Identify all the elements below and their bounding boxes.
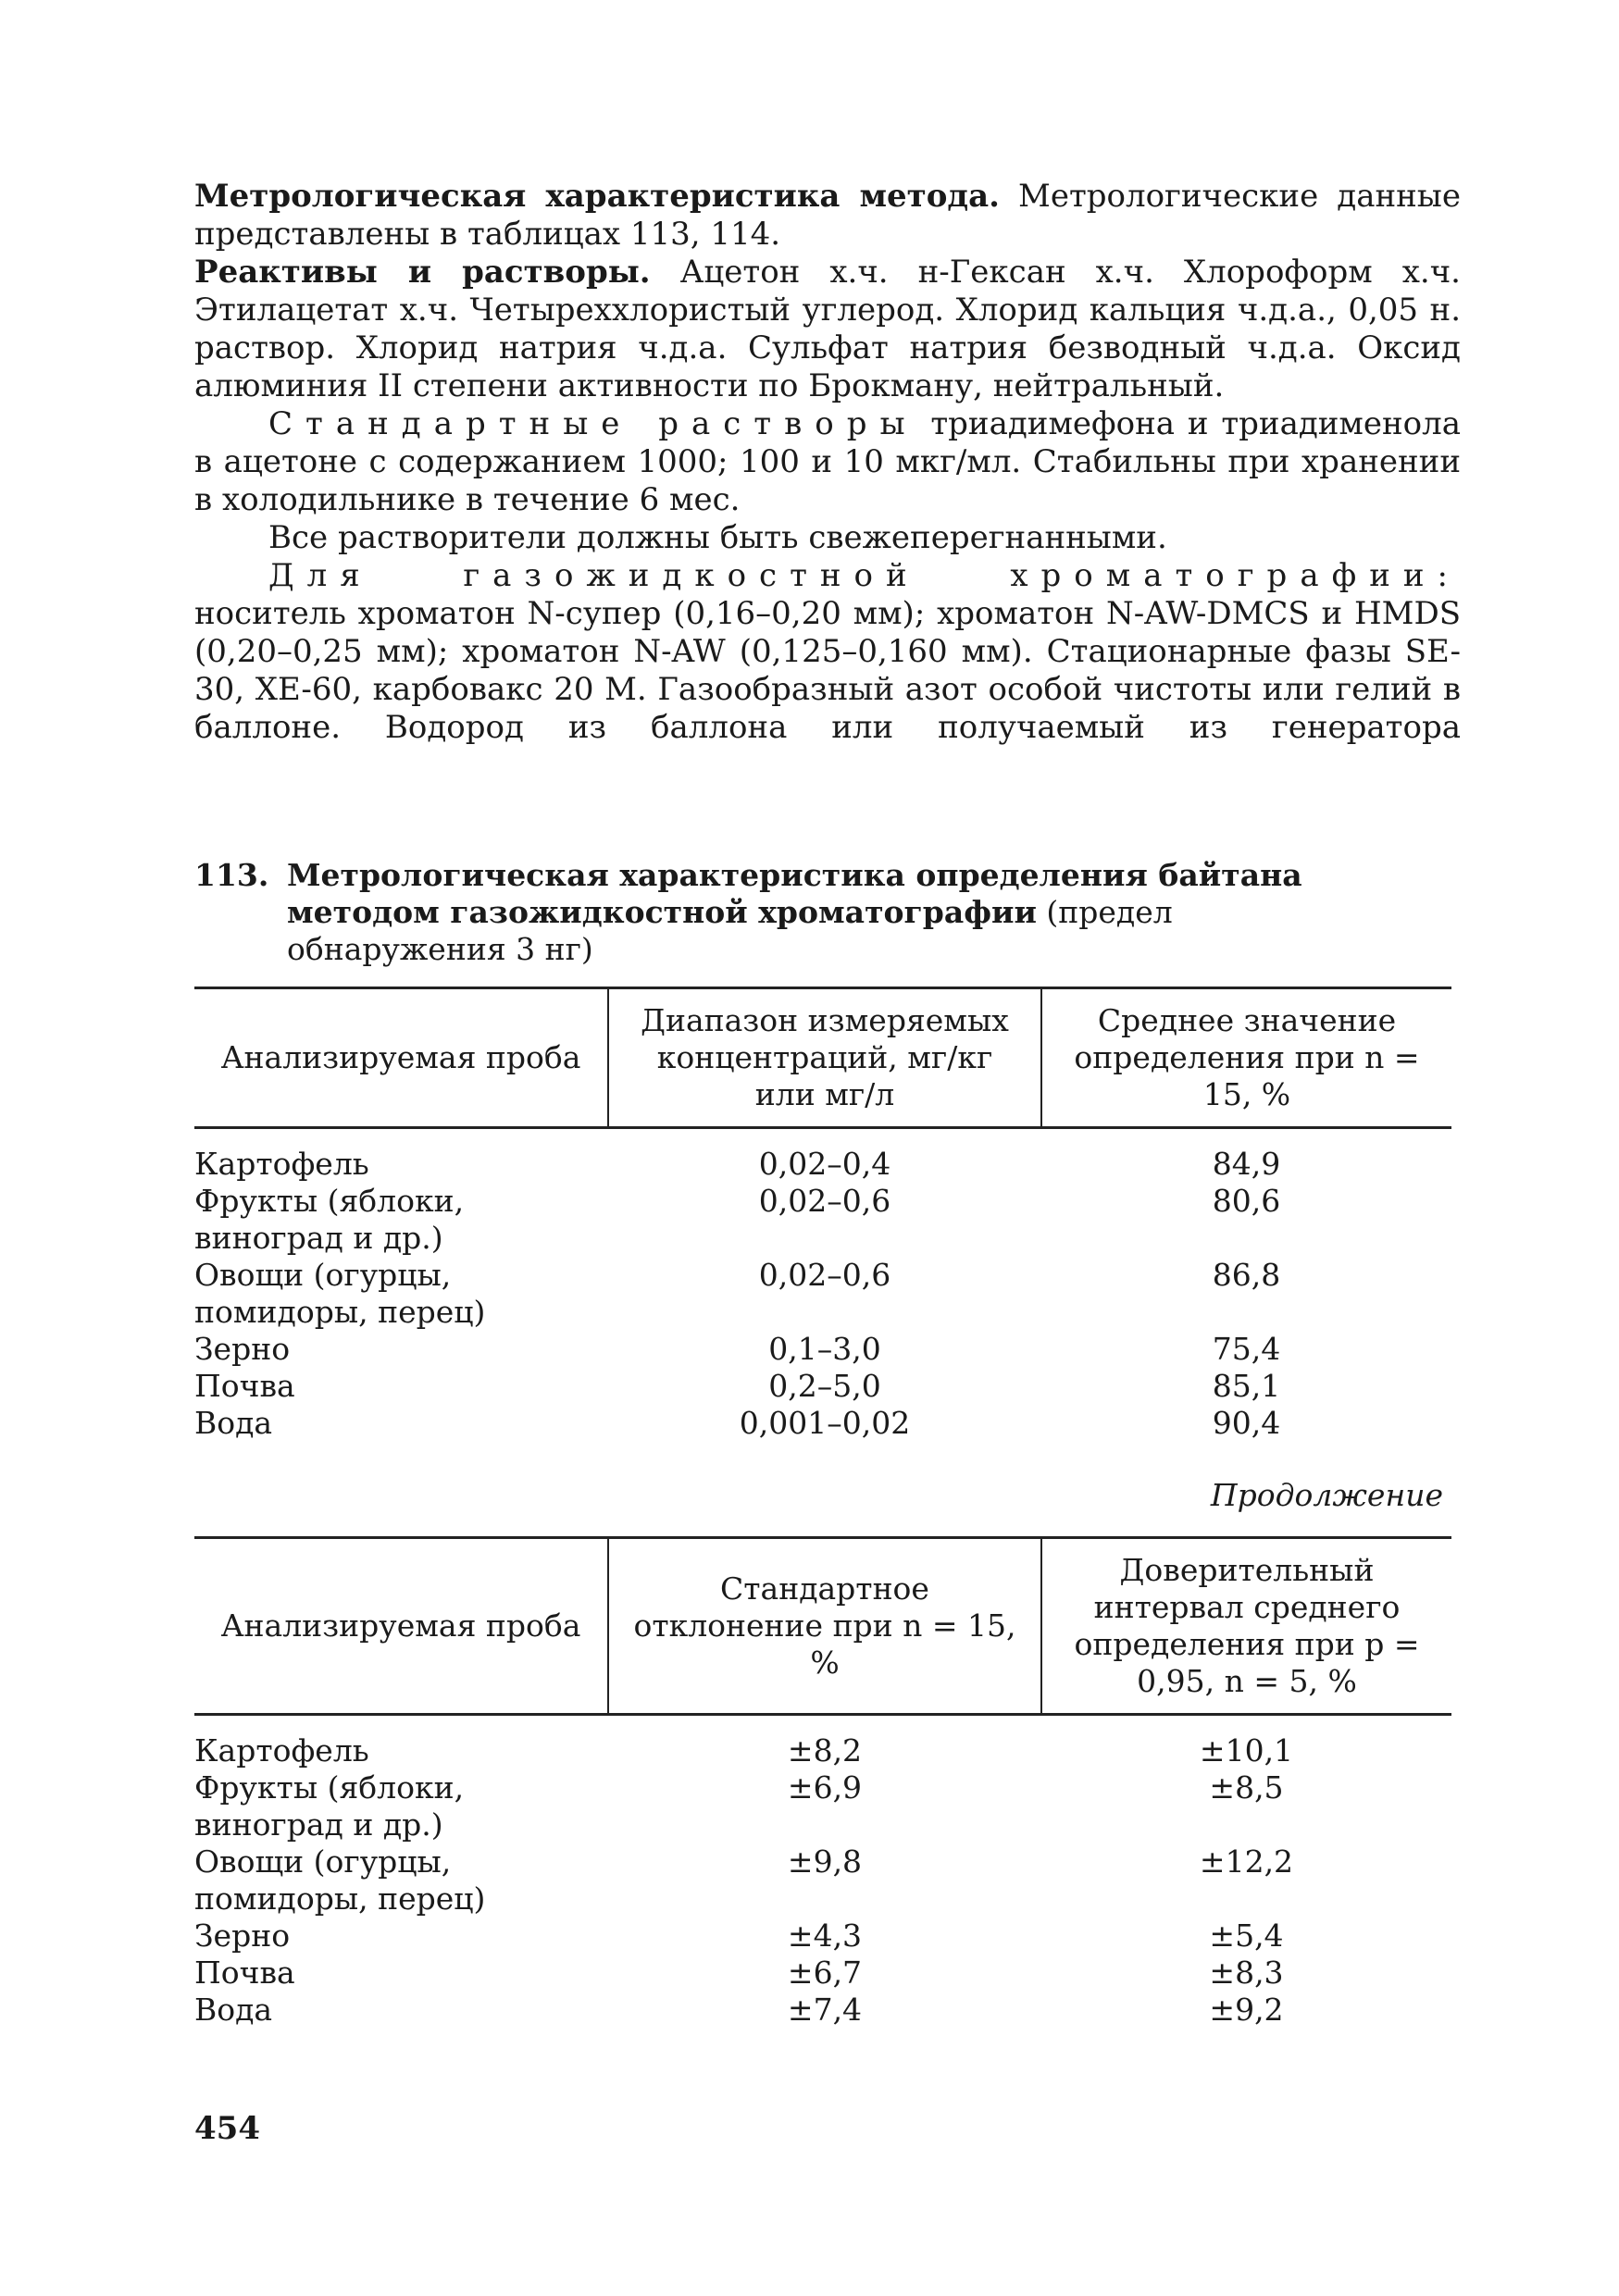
table-row	[194, 1992, 1451, 2029]
value-cell: ±6,7	[787, 1955, 863, 1991]
column-header: Диапазон измеряемых концентраций, мг/кг или мг/л	[608, 988, 1041, 1128]
table-row	[194, 1257, 1451, 1331]
paragraph-heading: Реактивы и растворы.	[194, 254, 651, 291]
sample-name-cell: Фрукты (яблоки, виноград и др.)	[194, 1183, 465, 1256]
value-cell: ±9,2	[1209, 1992, 1284, 2028]
value-cell: ±8,5	[1209, 1769, 1284, 1806]
table-caption	[194, 857, 1305, 968]
table-row	[194, 1368, 1451, 1405]
sample-name-cell: Фрукты (яблоки, виноград и др.)	[194, 1769, 465, 1843]
paragraph-heading: Стандартные растворы	[268, 405, 918, 442]
value-cell: 86,8	[1212, 1257, 1281, 1293]
table-113-part1	[194, 987, 1451, 1442]
sample-name-cell: Почва	[194, 1955, 295, 1991]
value-cell: ±9,8	[787, 1843, 863, 1880]
table-row	[194, 1917, 1451, 1955]
value-cell: 0,02–0,4	[758, 1146, 891, 1182]
value-cell: 80,6	[1212, 1183, 1281, 1219]
table-row	[194, 1128, 1451, 1184]
value-cell: ±8,2	[787, 1732, 863, 1769]
page-number: 454	[194, 2110, 260, 2147]
value-cell: ±4,3	[787, 1917, 863, 1954]
paragraph-body: Ацетон х.ч. н-Гексан х.ч. Хлороформ х.ч. Этилацетат х.ч. Четыреххлористый углерод. Хлорид кальция ч.д.а., 0,05 н. раствор. Хлорид натрия ч.д.а. Сульфат натрия безводный ч.д.а. Оксид алюминия II степени активности по Брокману, нейтральный.	[194, 254, 1461, 404]
paragraph-body: носитель хроматон N-супер (0,16–0,20 мм); хроматон N-AW-DMCS и HMDS (0,20–0,25 мм); хроматон N-AW (0,125–0,160 мм). Стационарные фазы SE-30, XE-60, карбовакс 20 М. Газообразный азот особой чистоты или гелий в баллоне. Водород из баллона или получаемый из генератора	[194, 595, 1461, 746]
value-cell: 0,1–3,0	[768, 1331, 881, 1367]
sample-name-cell: Картофель	[194, 1146, 369, 1182]
sample-name-cell: Вода	[194, 1992, 273, 2028]
table-body	[194, 1715, 1451, 2029]
paragraph-gc	[194, 557, 1461, 747]
column-header: Анализируемая проба	[220, 1039, 581, 1075]
table-number: 113.	[194, 857, 269, 893]
value-cell: ±8,3	[1209, 1955, 1284, 1991]
value-cell: 0,2–5,0	[768, 1368, 881, 1404]
paragraph-body: Метрологические данные представлены в таблицах 113, 114.	[194, 178, 1461, 253]
value-cell: 84,9	[1212, 1146, 1281, 1182]
paragraph-body: триадимефона и триадименола в ацетоне с содержанием 1000; 100 и 10 мкг/мл. Стабильны при хранении в холодильнике в течение 6 мес.	[194, 405, 1462, 518]
table-title: Метрологическая характеристика определения байтана методом газожидкостной хроматографии	[287, 857, 1302, 930]
column-header: Доверительный интервал среднего определения при p = 0,95, n = 5, %	[1074, 1552, 1420, 1699]
paragraph-standards	[194, 405, 1461, 519]
column-header: Стандартное отклонение при n = 15, %	[608, 1538, 1041, 1715]
body-text	[194, 178, 1461, 747]
table-note: (предел обнаружения 3 нг)	[287, 894, 1173, 967]
sample-name-cell: Зерно	[194, 1331, 291, 1367]
value-cell: 0,02–0,6	[758, 1257, 891, 1293]
paragraph-metrology	[194, 178, 1461, 254]
table-row	[194, 1843, 1451, 1917]
table-body	[194, 1128, 1451, 1443]
column-header: Анализируемая проба	[220, 1607, 581, 1644]
sample-name-cell: Овощи (огурцы, помидоры, перец)	[194, 1843, 486, 1917]
value-cell: 75,4	[1212, 1331, 1281, 1367]
continuation-label: Продолжение	[1210, 1477, 1443, 1513]
table-row	[194, 1769, 1451, 1843]
value-cell: ±6,9	[787, 1769, 863, 1806]
value-cell: ±12,2	[1199, 1843, 1294, 1880]
paragraph-heading: Метрологическая характеристика метода.	[194, 178, 1000, 215]
table-row	[194, 1955, 1451, 1992]
paragraph-solvents: Все растворители должны быть свежеперегнанными.	[268, 519, 1167, 556]
value-cell: ±10,1	[1199, 1732, 1294, 1769]
table-113-part2	[194, 1536, 1451, 2029]
table-row	[194, 1405, 1451, 1442]
value-cell: 85,1	[1212, 1368, 1281, 1404]
value-cell: 0,02–0,6	[758, 1183, 891, 1219]
sample-name-cell: Зерно	[194, 1917, 291, 1954]
sample-name-cell: Вода	[194, 1405, 273, 1441]
value-cell: 0,001–0,02	[739, 1405, 911, 1441]
sample-name-cell: Овощи (огурцы, помидоры, перец)	[194, 1257, 486, 1330]
value-cell: 90,4	[1212, 1405, 1281, 1441]
table-row	[194, 1331, 1451, 1368]
paragraph-heading: Для газожидкостной хроматографии:	[268, 557, 1461, 594]
sample-name-cell: Почва	[194, 1368, 295, 1404]
sample-name-cell: Картофель	[194, 1732, 369, 1769]
table-row	[194, 1715, 1451, 1770]
value-cell: ±7,4	[787, 1992, 863, 2028]
value-cell: ±5,4	[1209, 1917, 1284, 1954]
column-header: Среднее значение определения при n = 15, %	[1074, 1002, 1420, 1112]
paragraph-reagents	[194, 254, 1461, 405]
table-row	[194, 1183, 1451, 1257]
